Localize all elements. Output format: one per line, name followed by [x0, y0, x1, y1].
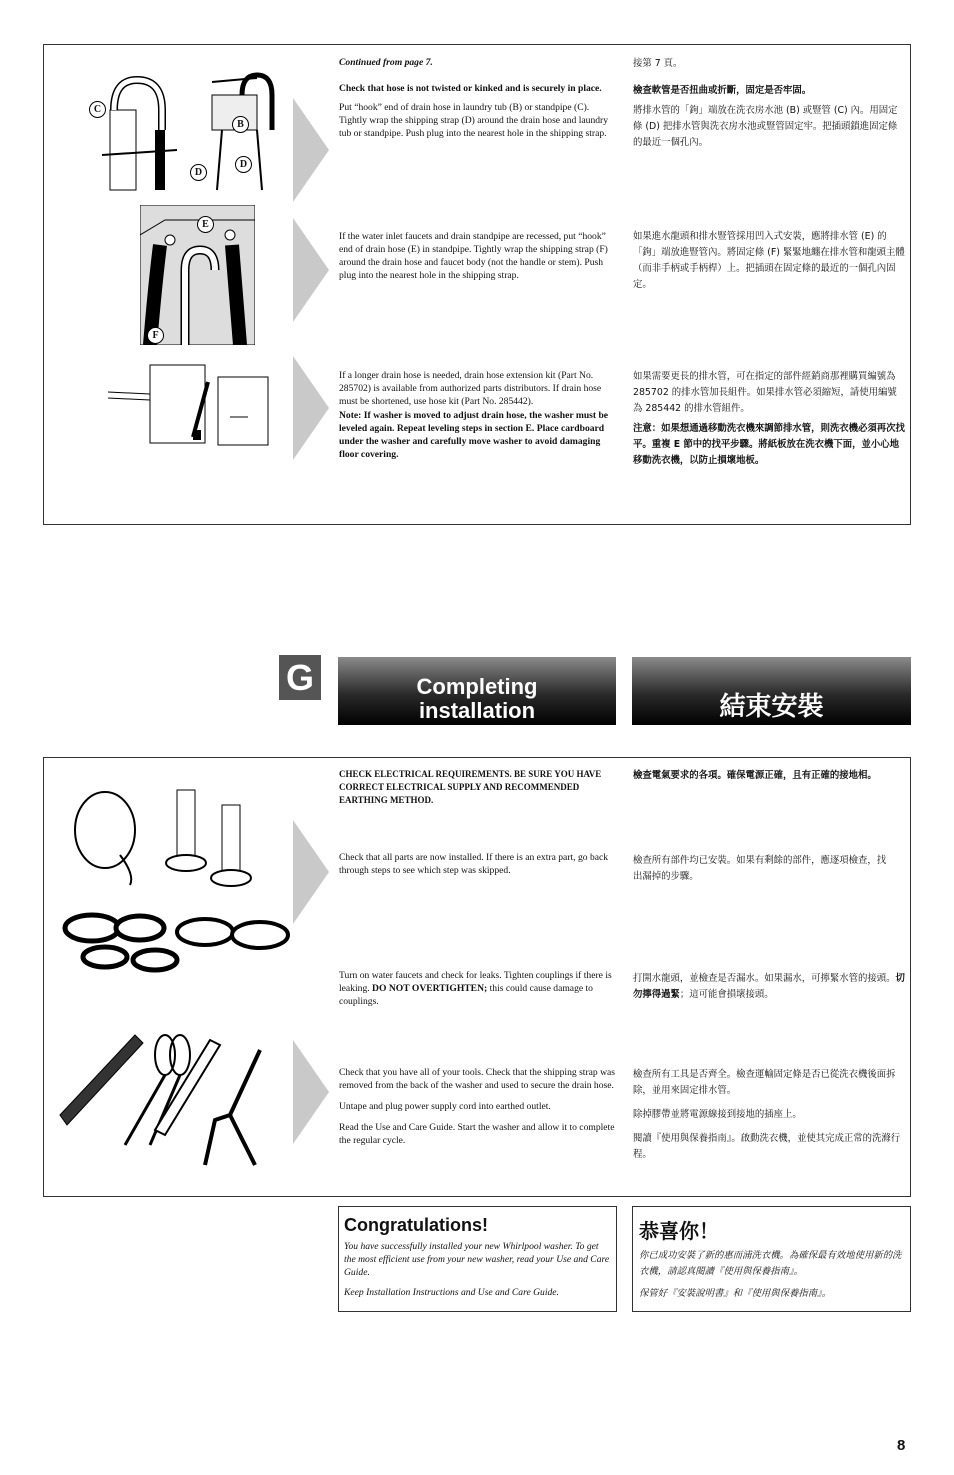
callout-c: C: [89, 101, 106, 118]
hose-check-text-zh: [633, 56, 905, 151]
step-arrow-4: [293, 820, 329, 924]
congratulations-text-zh: 你已成功安裝了新的惠而浦洗衣機。為確保最有效地使用新的洗衣機，請認真閱讀『使用與保養指南』。: [639, 1250, 902, 1277]
callout-d-right: D: [235, 156, 252, 173]
callout-b: B: [232, 116, 249, 133]
faucets-warning-zh: 切勿擰得過緊: [633, 973, 905, 1000]
parts-check: Check that all parts are now installed. If there is an extra part, go back through steps to see which step was skipped.: [339, 852, 609, 876]
tools-illustration: [55, 1025, 280, 1175]
recessed-text-zh: [633, 229, 905, 293]
recessed-instruction-zh: 如果進水龍頭和排水豎管採用凹入式安裝，應將排水管 (E) 的「鉤」端放進豎管內。將固定條 (F) 緊緊地纏在排水管和龍頭主體（而非手柄或手柄桿）上。把插頭在固定條的最近的一個孔內固定。: [633, 231, 905, 290]
step-arrow-2: [293, 218, 329, 322]
longer-hose-text: [339, 369, 617, 467]
longer-hose-text-zh: [633, 369, 905, 469]
faucets-zh-a: 打開水龍頭，並檢查是否漏水。如果漏水，可擰緊水管的接頭。: [633, 973, 896, 984]
section-title-bar-zh: [632, 657, 911, 725]
section-title-bar: [338, 657, 616, 725]
faucets-zh-c: ；這可能會損壞接頭。: [679, 989, 774, 1000]
faucets-text-c: this could cause damage to couplings.: [339, 983, 593, 1007]
section-title-zh: 結束安裝: [719, 692, 824, 722]
tools-check: [339, 1066, 617, 1153]
continued-note: Continued from page 7.: [339, 57, 433, 68]
drain-hose-standpipe-illustration: [82, 70, 282, 195]
faucets-check: [339, 969, 615, 1008]
callout-d-left: D: [190, 164, 207, 181]
faucets-text-a: Turn on water faucets and check for leaks. Tighten couplings if there is leaking.: [339, 970, 612, 994]
hook-instruction-zh: 將排水管的「鉤」端放在洗衣房水池 (B) 或豎管 (C) 內。用固定條 (D) 把排水管與洗衣房水池或豎管固定牢。把插頭鎖進固定條的最近一個孔內。: [633, 105, 898, 148]
check-twist-heading: Check that hose is not twisted or kinked and is securely in place.: [339, 83, 602, 94]
step-arrow-3: [293, 356, 329, 460]
congratulations-box: [338, 1206, 617, 1312]
electrical-requirements: CHECK ELECTRICAL REQUIREMENTS. BE SURE YOU HAVE CORRECT ELECTRICAL SUPPLY AND RECOMMENDED EARTHING METHOD.: [339, 769, 602, 805]
recessed-instruction: If the water inlet faucets and drain standpipe are recessed, put “hook” end of drain hose (E) in standpipe. Tightly wrap the shipping strap (F) around the drain hose and faucet body (not the handle or stem). Push plug into the nearest hole in the shipping strap.: [339, 231, 608, 281]
read-guide-text: Read the Use and Care Guide. Start the washer and allow it to complete the regular cycle.: [339, 1122, 615, 1146]
tools-check-zh: [633, 1067, 907, 1163]
page-number: 8: [897, 1437, 906, 1454]
congratulations-box-zh: [632, 1206, 911, 1312]
leveling-note-zh: 注意：如果想通過移動洗衣機來調節排水管，則洗衣機必須再次找平。重複 E 節中的找平步驟。將紙板放在洗衣機下面，並小心地移動洗衣機，以防止損壞地板。: [633, 423, 905, 466]
hose-check-text: [339, 56, 615, 146]
untape-text-zh: 除掉膠帶並將電源線接到接地的插座上。: [633, 1109, 802, 1120]
section-title-line2: installation: [418, 698, 536, 723]
tools-text: Check that you have all of your tools. Check that the shipping strap was removed from the back of the washer and used to secure the drain hose.: [339, 1067, 616, 1091]
longer-hose-instruction-zh: 如果需要更長的排水管，可在指定的部件經銷商那裡購買編號為 285702 的排水管加長組件。如果排水管必須縮短，請使用編號為 285442 的排水管組件。: [633, 371, 897, 414]
keep-instructions-text-zh: 保管好『安裝說明書』和『使用與保養指南』。: [639, 1288, 832, 1299]
longer-hose-instruction: If a longer drain hose is needed, drain hose extension kit (Part No. 285702) is available from authorized parts distributors. If drain hose must be shortened, use hose kit (Part No. 285442).: [339, 370, 602, 407]
check-twist-heading-zh: 檢查軟管是否扭曲或折斷，固定是否牢固。: [633, 85, 812, 96]
section-title-line1: Completing: [416, 674, 538, 699]
electrical-requirements-zh: 檢查電氣要求的各項。確保電源正確，且有正確的接地相。: [633, 770, 877, 781]
recessed-text: [339, 230, 617, 288]
leveling-note: Note: If washer is moved to adjust drain hose, the washer must be leveled again. Repeat leveling steps in section E. Place cardboard under the washer and carefully move washer to avoid damaging floor covering.: [339, 410, 609, 460]
washer-side-illustration: [108, 362, 273, 447]
congratulations-title: Congratulations!: [344, 1215, 488, 1235]
hook-instruction: Put “hook” end of drain hose in laundry tub (B) or standpipe (C). Tightly wrap the shipping strap (D) around the drain hose and laundry tub or standpipe. Push plug into the nearest hole in the shipping strap.: [339, 102, 609, 139]
callout-e: E: [197, 216, 214, 233]
step-arrow-1: [293, 98, 329, 202]
leftover-parts-illustration: [60, 785, 300, 975]
congratulations-text: You have successfully installed your new Whirlpool washer. To get the most efficient use from your new washer, read your Use and Care Guide.: [344, 1241, 610, 1278]
section-letter: G: [279, 655, 321, 700]
tools-text-zh: 檢查所有工具是否齊全。檢查運輸固定條是否已從洗衣機後面拆除，並用來固定排水管。: [633, 1069, 896, 1096]
callout-f: F: [147, 327, 164, 344]
untape-text: Untape and plug power supply cord into earthed outlet.: [339, 1101, 551, 1112]
read-guide-text-zh: 閱讀『使用與保養指南』。啟動洗衣機，並使其完成正常的洗滌行程。: [633, 1133, 901, 1160]
parts-check-zh: 檢查所有部件均已安裝。如果有剩餘的部件，應逐項檢查，找出漏掉的步驟。: [633, 855, 887, 882]
keep-instructions-text: Keep Installation Instructions and Use and Care Guide.: [344, 1287, 559, 1298]
faucets-warning: DO NOT OVERTIGHTEN;: [372, 983, 488, 994]
continued-note-zh: 接第 7 頁。: [633, 58, 683, 69]
section-title: [338, 675, 616, 723]
step-arrow-5: [293, 1040, 329, 1144]
faucets-check-zh: [633, 971, 905, 1003]
congratulations-title-zh: 恭喜你！: [639, 1219, 719, 1243]
